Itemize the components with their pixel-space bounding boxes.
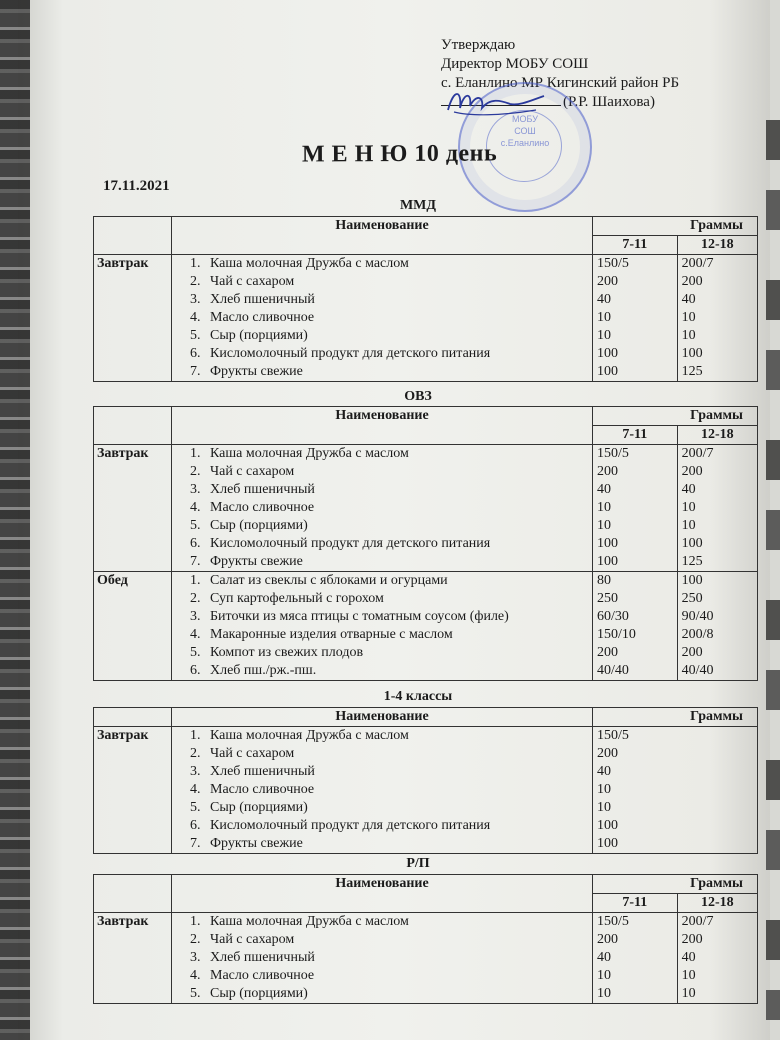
dish-item: 4. Масло сливочное (204, 781, 590, 799)
gram-value: 100 (597, 346, 618, 361)
gram-value: 40 (597, 482, 611, 497)
gram-value: 100 (597, 554, 618, 569)
gram-value: 60/30 (597, 609, 629, 624)
menu-table-grades-1-4 (93, 707, 758, 854)
dish-item: 1. Каша молочная Дружба с маслом (204, 727, 590, 745)
page-title: М Е Н Ю 10 день (301, 140, 498, 168)
gram-value: 10 (597, 500, 611, 515)
gram-value: 200 (597, 932, 618, 947)
dish-item: 3. Хлеб пшеничный (204, 949, 590, 967)
gram-value: 10 (681, 310, 696, 325)
gram-value: 100 (681, 346, 703, 361)
gram-value: 40 (597, 950, 611, 965)
gram-value: 40 (681, 950, 696, 965)
header-name: Наименование (172, 708, 593, 727)
approver-name: (Р.Р. Шаихова) (563, 94, 655, 110)
dish-item: 6. Хлеб пш./рж.-пш. (204, 662, 590, 680)
gram-value: 100 (681, 573, 703, 588)
dish-item: 7. Фрукты свежие (204, 553, 590, 571)
gram-value: 100 (597, 364, 618, 379)
header-age-7-11: 7-11 (593, 236, 678, 255)
gram-value: 40/40 (597, 663, 629, 678)
dish-item: 5. Сыр (порциями) (204, 517, 590, 535)
gram-value: 200 (597, 464, 618, 479)
dish-item: 2. Чай с сахаром (204, 463, 590, 481)
gram-value: 10 (681, 986, 696, 1001)
dish-item: 7. Фрукты свежие (204, 363, 590, 381)
dish-item: 1. Салат из свеклы с яблоками и огурцами (204, 572, 590, 590)
dish-item: 4. Масло сливочное (204, 967, 590, 985)
dish-item: 3. Хлеб пшеничный (204, 481, 590, 499)
gram-value: 40/40 (681, 663, 714, 678)
header-grams: Граммы (593, 708, 758, 727)
handwritten-signature (440, 82, 550, 122)
gram-value: 200/8 (681, 627, 714, 642)
gram-value: 10 (681, 968, 696, 983)
grams-12-18 (677, 913, 757, 1004)
gram-value: 10 (681, 328, 696, 343)
header-name: Наименование (172, 875, 593, 913)
dish-item: 1. Каша молочная Дружба с маслом (204, 445, 590, 463)
grams-7-11 (593, 572, 678, 681)
menu-table-ovz (93, 406, 758, 681)
gram-value: 200 (681, 274, 703, 289)
gram-value: 10 (597, 310, 611, 325)
grams-12-18 (677, 445, 757, 572)
header-age-7-11: 7-11 (593, 894, 678, 913)
gram-value: 10 (597, 968, 611, 983)
dish-item: 4. Макаронные изделия отварные с маслом (204, 626, 590, 644)
meal-label: Завтрак (94, 445, 172, 572)
header-empty (94, 708, 172, 727)
gram-value: 150/5 (597, 914, 629, 929)
gram-value: 200 (597, 746, 618, 761)
stamp-text: с.Еланлино (500, 138, 550, 148)
gram-value: 10 (597, 986, 611, 1001)
gram-value: 200/7 (681, 256, 714, 271)
header-age-7-11: 7-11 (593, 426, 678, 445)
gram-value: 40 (681, 292, 696, 307)
meal-label: Завтрак (94, 255, 172, 382)
gram-value: 150/5 (597, 728, 629, 743)
section-label-grades-1-4: 1-4 классы (383, 689, 453, 704)
dish-item: 5. Сыр (порциями) (204, 985, 590, 1003)
grams-7-11 (593, 445, 678, 572)
section-label-mmd: ММД (399, 198, 437, 213)
header-empty (94, 875, 172, 913)
meal-label: Завтрак (94, 727, 172, 854)
gram-value: 200 (681, 645, 703, 660)
dish-item: 2. Чай с сахаром (204, 745, 590, 763)
dish-item: 4. Масло сливочное (204, 309, 590, 327)
table-row (94, 727, 758, 854)
gram-value: 200 (681, 464, 703, 479)
gram-value: 100 (681, 536, 703, 551)
approval-line: Директор МОБУ СОШ (441, 56, 589, 72)
header-grams: Граммы (593, 217, 758, 236)
gram-value: 10 (597, 800, 611, 815)
dish-item: 1. Каша молочная Дружба с маслом (204, 255, 590, 273)
header-age-12-18: 12-18 (677, 236, 757, 255)
gram-value: 125 (681, 364, 703, 379)
approval-line: Утверждаю (441, 37, 516, 53)
gram-value: 150/5 (597, 446, 629, 461)
gram-value: 80 (597, 573, 611, 588)
scan-shadow-right (766, 120, 780, 1020)
grams-7-11 (593, 255, 678, 382)
section-label-rp: Р/П (406, 856, 430, 871)
dish-item: 2. Чай с сахаром (204, 273, 590, 291)
table-row (94, 913, 758, 1004)
gram-value: 200 (597, 645, 618, 660)
menu-table-rp (93, 874, 758, 1004)
gram-value: 250 (681, 591, 703, 606)
gram-value: 40 (681, 482, 696, 497)
meal-label: Завтрак (94, 913, 172, 1004)
gram-value: 100 (597, 818, 618, 833)
dish-item: 4. Масло сливочное (204, 499, 590, 517)
meal-label: Обед (94, 572, 172, 681)
menu-date: 17.11.2021 (103, 178, 170, 194)
gram-value: 125 (681, 554, 703, 569)
gram-value: 100 (597, 536, 618, 551)
header-age-12-18: 12-18 (677, 426, 757, 445)
dish-item: 5. Сыр (порциями) (204, 799, 590, 817)
gram-value: 10 (681, 500, 696, 515)
dish-list (172, 445, 593, 572)
gram-value: 150/10 (597, 627, 636, 642)
dish-item: 1. Каша молочная Дружба с маслом (204, 913, 590, 931)
header-grams: Граммы (593, 407, 758, 426)
gram-value: 10 (597, 518, 611, 533)
dish-item: 3. Хлеб пшеничный (204, 763, 590, 781)
dish-item: 5. Сыр (порциями) (204, 327, 590, 345)
grams-12-18 (677, 255, 757, 382)
dish-item: 6. Кисломолочный продукт для детского питания (204, 535, 590, 553)
gram-value: 250 (597, 591, 618, 606)
section-label-ovz: ОВЗ (404, 389, 432, 404)
dish-item: 2. Чай с сахаром (204, 931, 590, 949)
gram-value: 150/5 (597, 256, 629, 271)
gram-value: 10 (597, 782, 611, 797)
dish-item: 3. Хлеб пшеничный (204, 291, 590, 309)
header-empty (94, 407, 172, 445)
header-grams: Граммы (593, 875, 758, 894)
table-row (94, 572, 758, 681)
gram-value: 40 (597, 764, 611, 779)
dish-list (172, 255, 593, 382)
header-name: Наименование (172, 217, 593, 255)
dish-list (172, 913, 593, 1004)
stamp-text: МОБУ (512, 114, 538, 124)
dish-item: 3. Биточки из мяса птицы с томатным соусом (филе) (204, 608, 590, 626)
grams-7-11 (593, 913, 678, 1004)
gram-value: 100 (597, 836, 618, 851)
gram-value: 200 (597, 274, 618, 289)
dish-item: 2. Суп картофельный с горохом (204, 590, 590, 608)
table-row (94, 255, 758, 382)
approval-line: с. Еланлино МР Кигинский район РБ (441, 75, 680, 91)
menu-table-mmd (93, 216, 758, 382)
gram-value: 200/7 (681, 446, 714, 461)
header-empty (94, 217, 172, 255)
dish-list (172, 572, 593, 681)
gram-value: 200 (681, 932, 703, 947)
gram-value: 90/40 (681, 609, 714, 624)
grams-12-18 (677, 572, 757, 681)
gram-value: 10 (681, 518, 696, 533)
stamp-text: СОШ (514, 126, 536, 136)
dish-item: 5. Компот из свежих плодов (204, 644, 590, 662)
gram-value: 10 (597, 328, 611, 343)
header-name: Наименование (172, 407, 593, 445)
header-age-12-18: 12-18 (677, 894, 757, 913)
scan-shadow-left (0, 0, 30, 1040)
grams (593, 727, 758, 854)
dish-item: 7. Фрукты свежие (204, 835, 590, 853)
table-row (94, 445, 758, 572)
dish-item: 6. Кисломолочный продукт для детского питания (204, 817, 590, 835)
dish-list (172, 727, 593, 854)
gram-value: 200/7 (681, 914, 714, 929)
dish-item: 6. Кисломолочный продукт для детского питания (204, 345, 590, 363)
gram-value: 40 (597, 292, 611, 307)
